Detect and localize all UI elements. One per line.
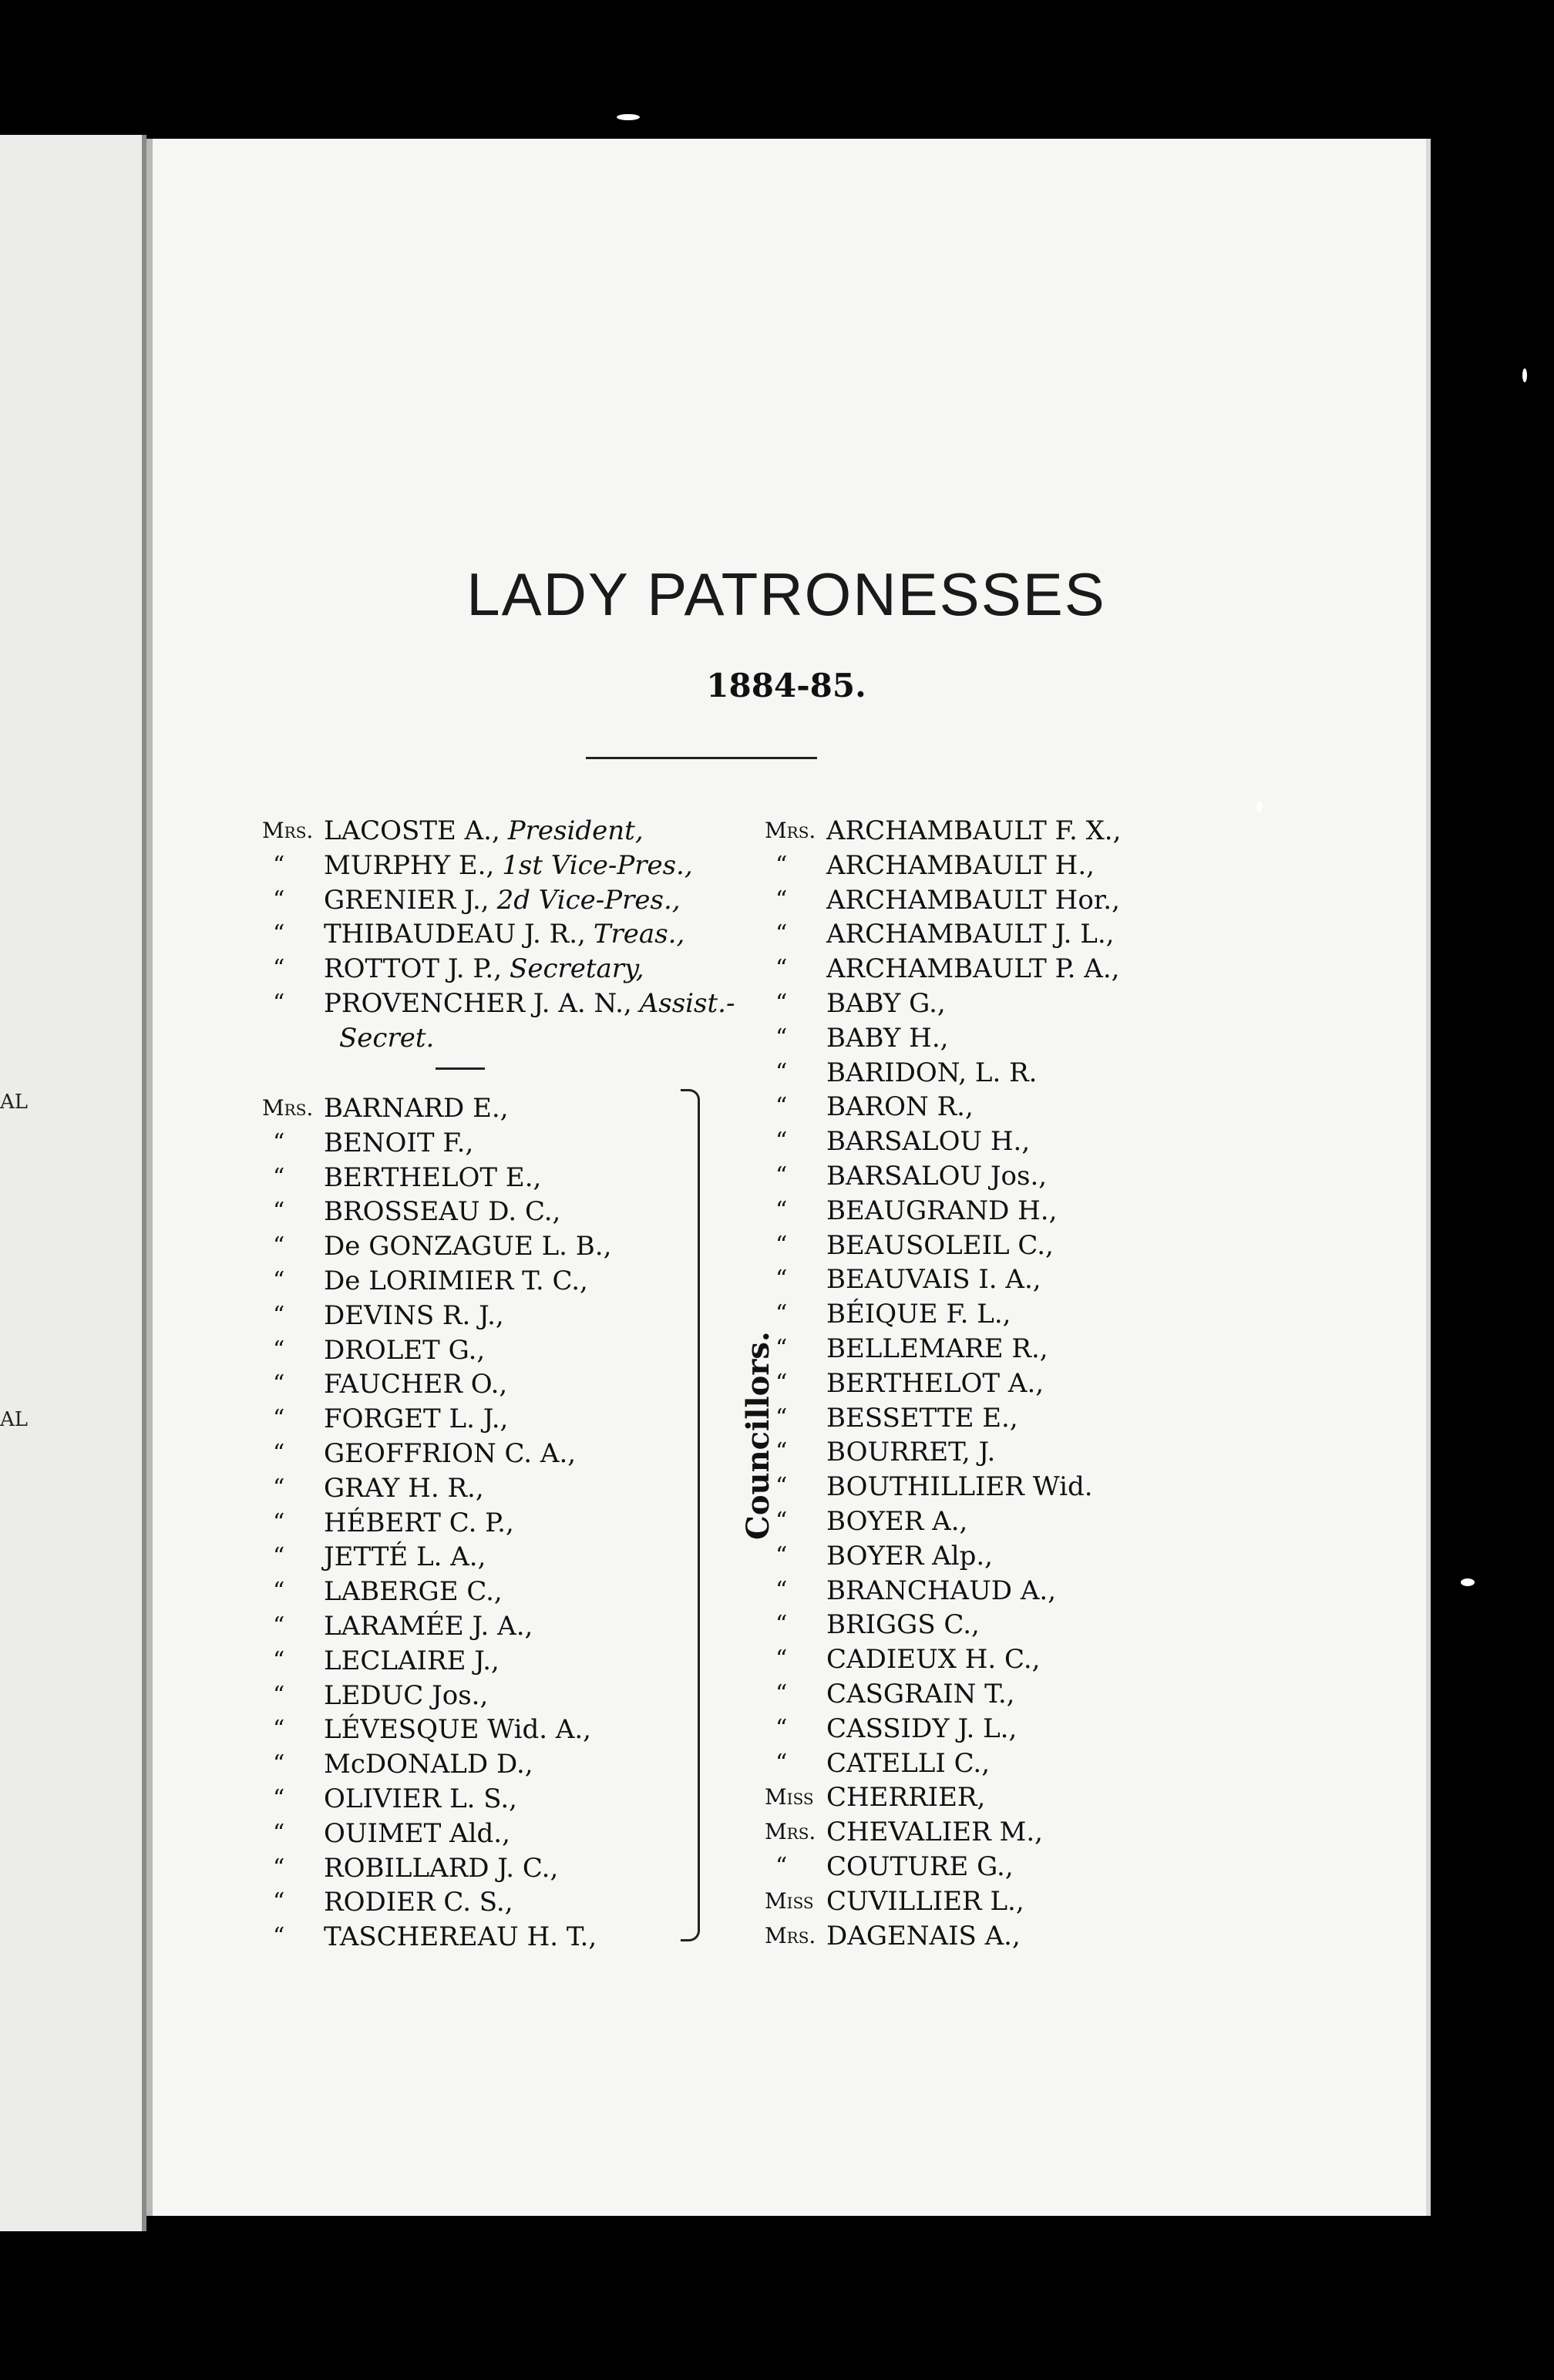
member-prefix: Miss [765,1888,814,1914]
member-name: BARIDON, L. R. [826,1057,1038,1088]
councillor-prefix: “ [273,1336,285,1363]
member-prefix: “ [775,1403,788,1431]
councillor-name: GRAY H. R., [324,1472,484,1504]
member-prefix: “ [775,1853,788,1880]
member-name: BEAUGRAND H., [826,1195,1058,1226]
officer-prefix: “ [273,955,285,983]
section-divider [436,1067,485,1070]
member-prefix: “ [775,1473,788,1501]
member-prefix: “ [775,1680,788,1707]
councillor-entry [324,1403,508,1434]
member-name: BOYER Alp., [826,1540,993,1572]
officer-role: Treas., [593,919,685,950]
member-prefix: “ [775,1369,788,1397]
councillor-entry [324,1714,591,1745]
officer-role: 2d Vice-Pres., [496,884,681,916]
councillor-entry [324,1300,504,1331]
member-name: ARCHAMBAULT J. L., [826,919,1115,950]
councillor-name: DEVINS R. J., [324,1299,504,1331]
officer-entry [324,815,644,846]
councillor-prefix: Mrs. [262,1095,314,1121]
councillor-entry [324,1438,576,1469]
member-name: BRANCHAUD A., [826,1575,1056,1606]
member-prefix: “ [775,1058,788,1086]
councillor-prefix: “ [273,1405,285,1433]
councillor-name: FORGET L. J., [324,1403,509,1435]
officer-name: PROVENCHER J. A. N., [324,988,632,1019]
member-name: CASSIDY J. L., [826,1713,1018,1744]
document-page [146,139,1426,2216]
officer-role: Secretary, [510,953,644,985]
member-prefix: “ [775,1196,788,1224]
councillor-prefix: “ [273,1474,285,1501]
officer-name: THIBAUDEAU J. R., [324,919,586,950]
member-prefix: “ [775,1300,788,1328]
councillor-name: LÉVESQUE Wid. A., [324,1714,591,1746]
member-prefix: “ [775,851,788,879]
member-name: ARCHAMBAULT F. X., [826,815,1122,846]
member-name: CUVILLIER L., [826,1885,1024,1917]
officer-prefix: “ [273,920,285,948]
councillor-entry [324,1783,517,1814]
officer-entry [324,885,681,916]
officer-prefix: “ [273,886,285,913]
member-entry [826,1575,1056,1606]
councillor-name: LEDUC Jos., [324,1679,489,1711]
member-name: BOURRET, J. [826,1437,996,1468]
councillor-name: LARAMÉE J. A., [324,1611,533,1642]
councillor-prefix: “ [273,1681,285,1709]
member-prefix: “ [775,1749,788,1777]
councillor-prefix: “ [273,1163,285,1191]
member-name: BABY H., [826,1022,949,1054]
member-entry [826,919,1114,950]
member-name: CASGRAIN T., [826,1679,1015,1709]
member-entry [826,1817,1043,1847]
member-name: BERTHELOT A., [826,1367,1044,1399]
officer-prefix: “ [273,851,285,879]
member-name: BESSETTE E., [826,1402,1018,1434]
page-title: LADY PATRONESSES [466,560,1106,628]
member-name: CADIEUX H. C., [826,1644,1041,1676]
councillor-entry [324,1645,500,1676]
councillor-prefix: “ [273,1267,285,1294]
councillor-name: OUIMET Ald., [324,1817,510,1849]
member-prefix: “ [775,1438,788,1466]
member-prefix: “ [775,1645,788,1673]
member-name: BELLEMARE R., [826,1333,1048,1364]
member-entry [826,1644,1040,1675]
member-entry [826,1299,1011,1330]
member-name: BARSALOU Jos., [826,1161,1048,1192]
councillor-prefix: “ [273,1128,285,1156]
councillor-name: DROLET G., [324,1334,486,1366]
member-entry [826,885,1120,916]
councillor-entry [324,1853,558,1884]
member-prefix: “ [775,1576,788,1604]
councillor-name: BERTHELOT E., [324,1161,542,1193]
member-entry [826,1609,980,1640]
councillor-name: JETTÉ L. A., [324,1541,486,1573]
officer-entry [339,1023,434,1054]
councillor-prefix: “ [273,1543,285,1571]
member-name: CATELLI C., [826,1747,991,1779]
councillor-name: De LORIMIER T. C., [324,1266,588,1296]
member-name: ARCHAMBAULT Hor., [826,884,1120,916]
councillor-name: BARNARD E., [324,1093,509,1124]
officer-name: MURPHY E., [324,849,495,881]
officer-name: GRENIER J., [324,884,489,916]
councillor-prefix: “ [273,1888,285,1916]
councillor-prefix: “ [273,1301,285,1329]
member-entry [826,1506,967,1537]
councillor-name: TASCHEREAU H. T., [324,1921,597,1953]
member-name: BEAUSOLEIL C., [826,1229,1054,1261]
member-prefix: “ [775,1162,788,1189]
councillor-prefix: “ [273,1198,285,1225]
member-entry [826,1921,1021,1951]
member-name: BARON R., [826,1091,974,1123]
councillor-name: BENOIT F., [324,1127,474,1158]
member-name: BÉIQUE F. L., [826,1299,1011,1330]
member-name: BOYER A., [826,1506,968,1537]
member-entry [826,988,946,1019]
officer-role: 1st Vice-Pres., [502,849,693,881]
member-prefix: “ [775,1714,788,1742]
councillor-entry [324,1162,541,1193]
officer-prefix: Mrs. [262,818,314,843]
councillor-prefix: “ [273,1646,285,1674]
councillor-name: BROSSEAU D. C., [324,1196,561,1228]
councillor-entry [324,1680,488,1711]
member-entry [826,1437,995,1467]
member-name: COUTURE G., [826,1851,1014,1882]
member-name: DAGENAIS A., [826,1920,1021,1951]
member-entry [826,1886,1024,1917]
councillor-prefix: “ [273,1854,285,1881]
councillor-entry [324,1541,486,1572]
member-prefix: “ [775,1335,788,1362]
member-entry [826,1023,948,1054]
councillor-entry [324,1231,611,1262]
member-entry [826,850,1095,881]
member-entry [826,1679,1014,1709]
councillor-name: FAUCHER O., [324,1369,508,1400]
member-prefix: Mrs. [765,818,816,843]
officer-name: ROTTOT J. P., [324,953,503,985]
year-heading: 1884-85. [706,667,866,704]
member-name: CHEVALIER M., [826,1817,1043,1848]
dust-speck [1522,368,1527,382]
councillor-name: LECLAIRE J., [324,1645,500,1676]
councillor-entry [324,1093,509,1124]
councillor-name: LABERGE C., [324,1576,503,1608]
councillor-prefix: “ [273,1440,285,1467]
left-page-text-fragment: AL [0,1408,29,1431]
left-page-text-fragment: AL [0,1091,29,1114]
member-prefix: “ [775,1024,788,1051]
member-prefix: “ [775,886,788,913]
councillor-name: GEOFFRION C. A., [324,1438,577,1469]
councillor-prefix: “ [273,1232,285,1260]
member-entry [826,1126,1030,1157]
member-entry [826,1264,1041,1295]
member-prefix: Mrs. [765,1922,816,1948]
councillor-entry [324,1749,533,1780]
member-entry [826,1403,1018,1434]
councillor-entry [324,1611,533,1642]
member-name: BRIGGS C., [826,1609,980,1641]
member-entry [826,1713,1017,1744]
member-entry [826,1091,974,1122]
member-prefix: “ [775,1541,788,1569]
title-rule [586,757,817,759]
officer-entry [324,953,644,984]
councillor-entry [324,1369,507,1400]
officer-role: President, [507,815,644,846]
councillor-prefix: “ [273,1370,285,1398]
councillor-prefix: “ [273,1923,285,1951]
member-prefix: “ [775,990,788,1017]
councillor-name: OLIVIER L. S., [324,1783,517,1814]
member-prefix: “ [775,1128,788,1155]
councillor-prefix: “ [273,1785,285,1812]
councillor-entry [324,1818,510,1849]
member-entry [826,1782,985,1813]
councillor-entry [324,1887,513,1918]
councillor-name: McDONALD D., [324,1749,533,1780]
officer-name: LACOSTE A., [324,815,500,846]
member-name: BARSALOU H., [826,1126,1031,1158]
councillor-entry [324,1508,514,1538]
councillors-label: Councillors. [740,1331,776,1540]
councillor-entry [324,1335,485,1366]
councillor-entry [324,1921,597,1952]
officer-role: Secret. [339,1022,435,1054]
dust-speck [1461,1578,1475,1586]
councillor-entry [324,1196,560,1227]
dust-speck [1256,802,1263,812]
member-entry [826,1230,1054,1261]
member-prefix: Mrs. [765,1819,816,1845]
member-entry [826,1541,993,1572]
member-prefix: “ [775,1611,788,1639]
member-prefix: “ [775,955,788,983]
councillor-prefix: “ [273,1750,285,1778]
member-name: BOUTHILLIER Wid. [826,1471,1093,1503]
officer-prefix: “ [273,990,285,1017]
member-prefix: “ [775,920,788,948]
member-entry [826,1161,1047,1192]
member-entry [826,1333,1048,1364]
councillor-prefix: “ [273,1819,285,1847]
left-page-fragment [0,135,146,2231]
member-entry [826,1195,1057,1226]
member-name: BEAUVAIS I. A., [826,1264,1041,1296]
dust-speck [617,114,640,120]
officer-entry [324,850,693,881]
councillor-entry [324,1473,484,1504]
member-name: BABY G., [826,988,946,1019]
councillor-entry [324,1128,473,1158]
councillor-prefix: “ [273,1716,285,1743]
page-binding-edge [146,139,153,2216]
officer-entry [324,919,684,950]
member-entry [826,1748,990,1779]
officer-role: Assist.- [639,988,735,1019]
councillor-entry [324,1576,503,1607]
member-entry [826,815,1121,846]
member-name: ARCHAMBAULT P. A., [826,953,1120,985]
councillor-prefix: “ [273,1508,285,1536]
councillor-entry [324,1266,588,1296]
member-prefix: “ [775,1508,788,1535]
member-prefix: Miss [765,1784,814,1810]
member-entry [826,1471,1093,1502]
member-entry [826,1851,1014,1882]
councillor-name: De GONZAGUE L. B., [324,1231,612,1262]
councillor-name: ROBILLARD J. C., [324,1852,559,1884]
councillor-prefix: “ [273,1578,285,1605]
councillor-prefix: “ [273,1612,285,1639]
member-entry [826,953,1119,984]
member-name: CHERRIER, [826,1782,986,1814]
councillor-name: RODIER C. S., [324,1887,513,1918]
member-prefix: “ [775,1093,788,1121]
member-prefix: “ [775,1266,788,1293]
councillor-name: HÉBERT C. P., [324,1507,514,1538]
officer-entry [324,988,735,1019]
member-name: ARCHAMBAULT H., [826,849,1095,881]
councillors-bracket [681,1089,700,1941]
member-prefix: “ [775,1231,788,1259]
member-entry [826,1368,1044,1399]
member-entry [826,1057,1038,1088]
